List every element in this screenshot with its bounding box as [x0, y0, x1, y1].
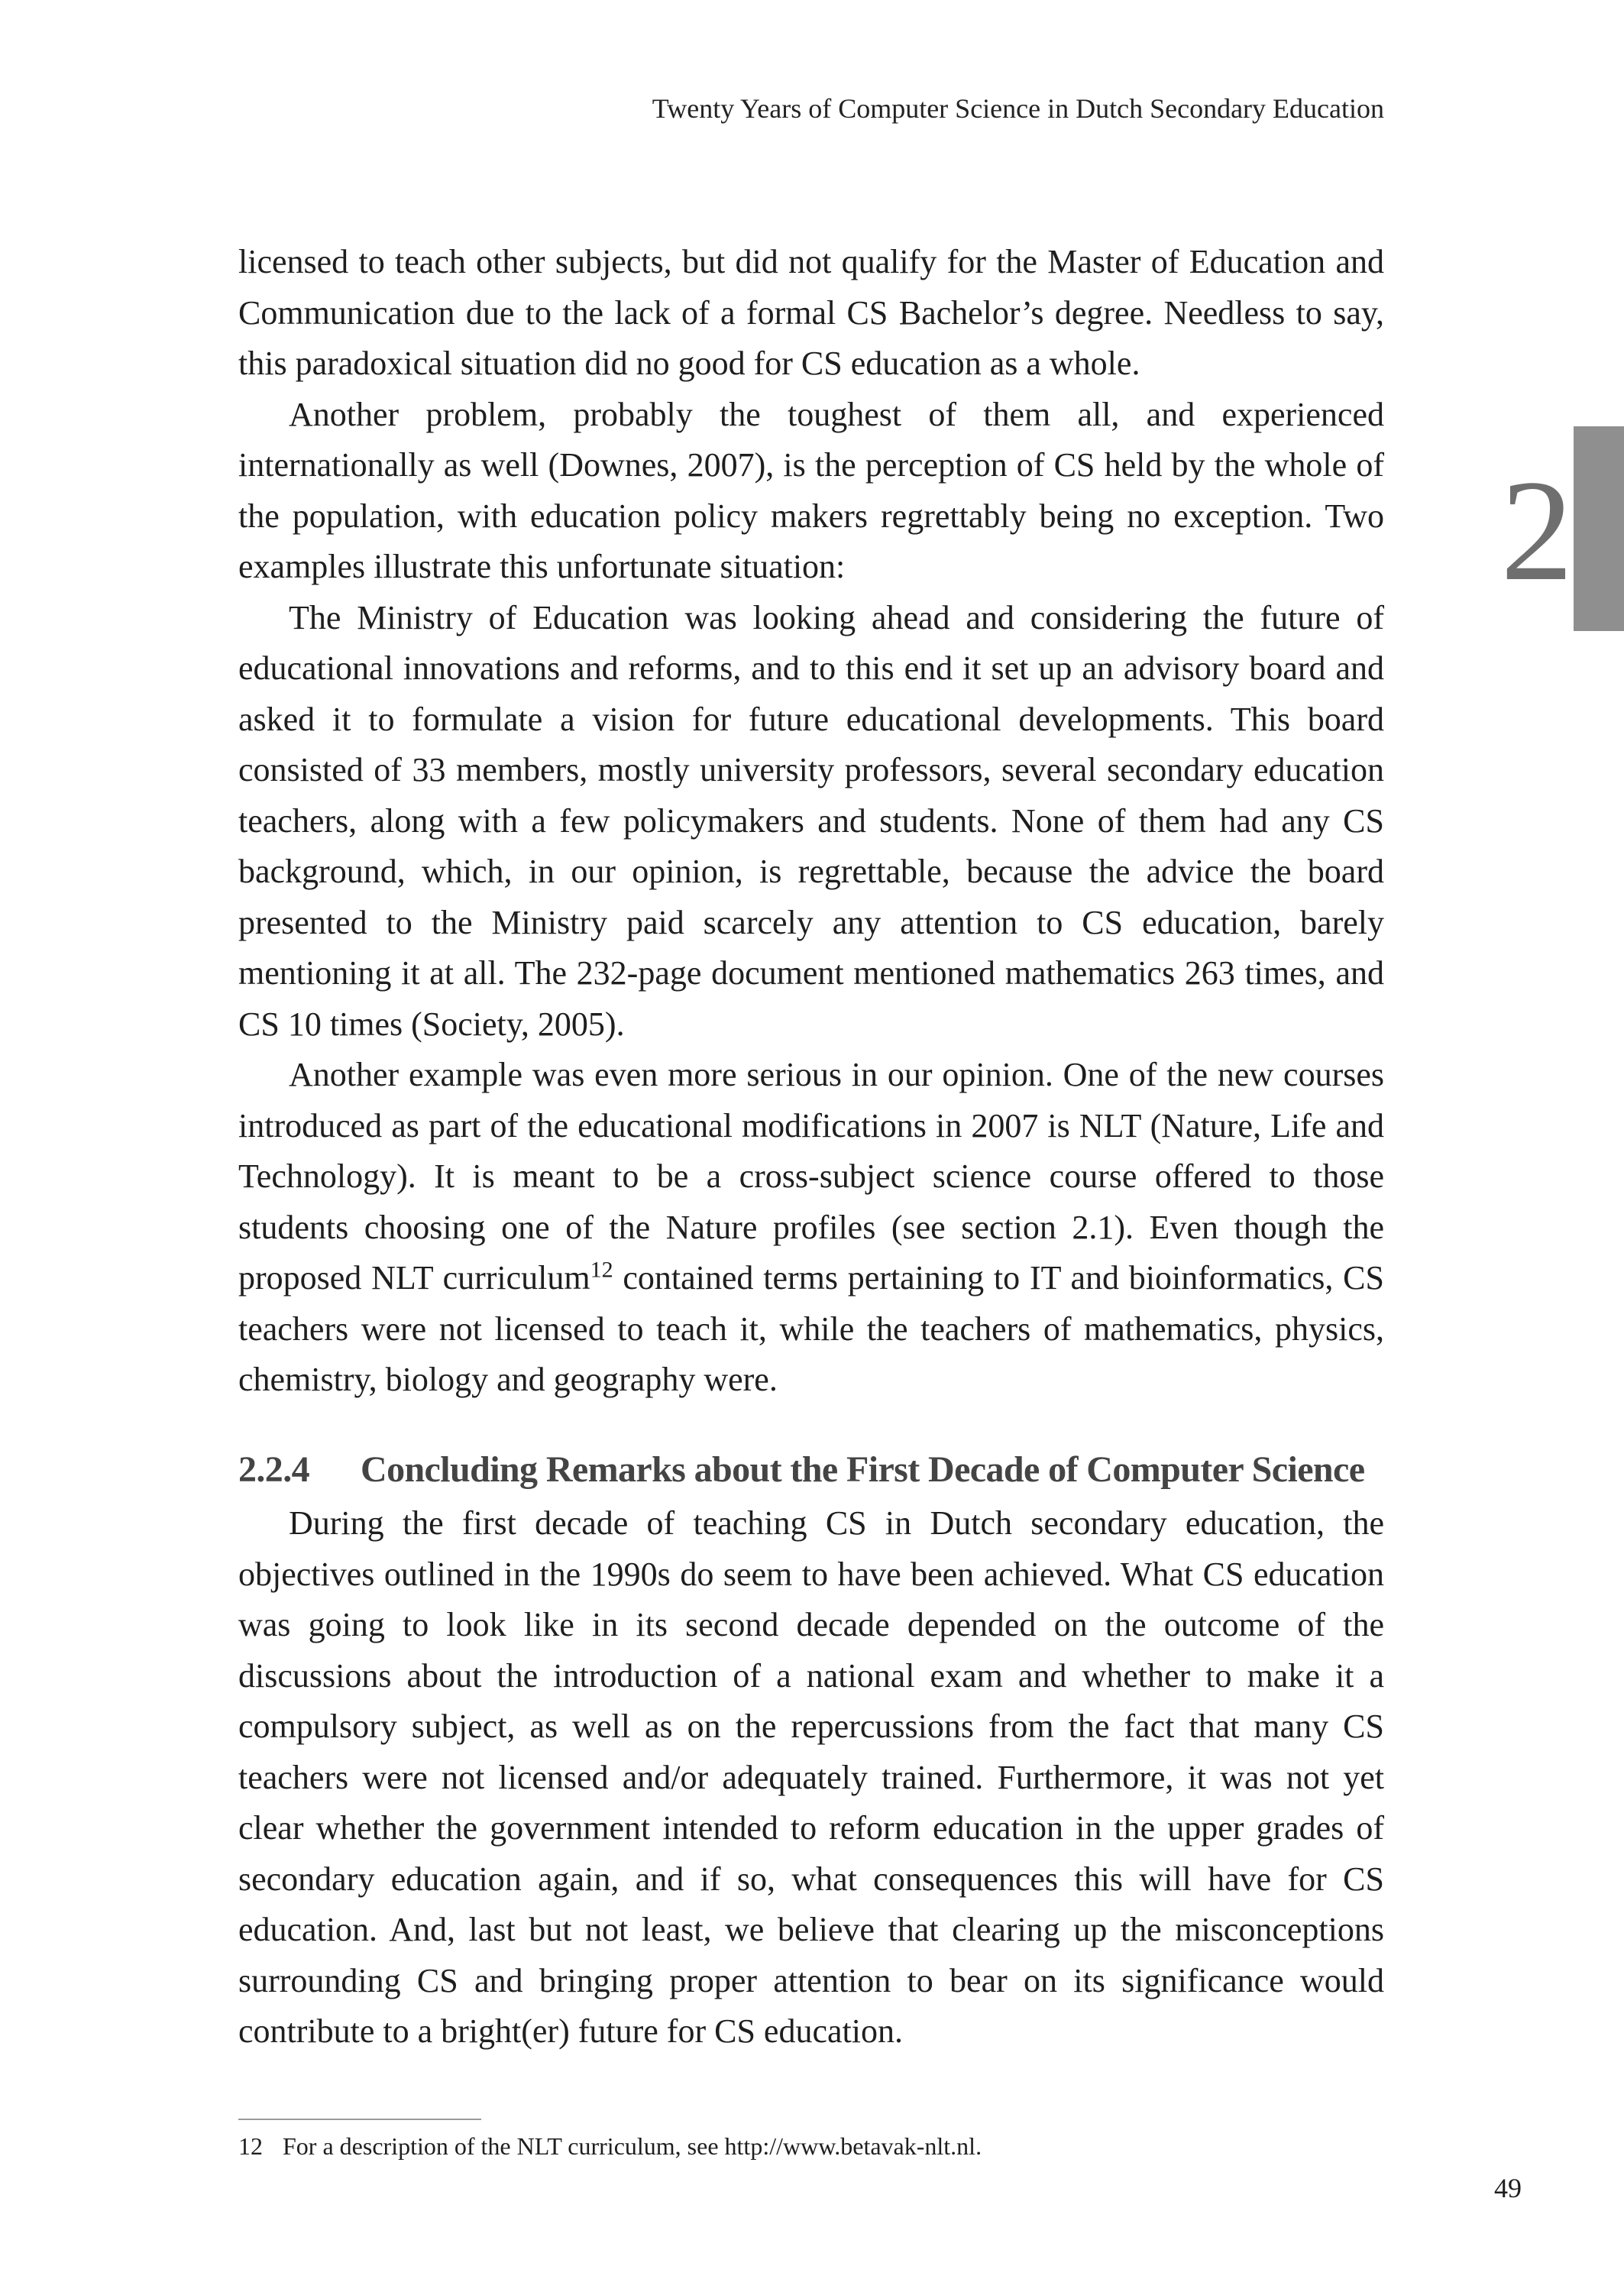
section-heading — [238, 1448, 1384, 1492]
paragraph-text: Another example was even more serious in our opinion. One of the new courses introduced as part of the educational modifications in 2007 is NLT (Nature, Life and Technology). It is meant to be a cross-subject science course offered to those students choosing one of the Nature profiles (see section 2.1). Even though the proposed NLT curriculum — [238, 1056, 1384, 1297]
footnote-text: For a description of the NLT curriculum, see http://www.betavak-nlt.nl. — [283, 2132, 982, 2160]
paragraph: licensed to teach other subjects, but did not qualify for the Master of Education and Communication due to the lack of a formal CS Bachelor’s degree. Needless to say, this paradoxical situation did no good for CS education as a whole. — [238, 243, 1384, 382]
footnote-number: 12 — [238, 2132, 263, 2160]
paragraph: Another problem, probably the toughest of them all, and experienced internationally as well (Downes, 2007), is the perception of CS held by the whole of the population, with education policy makers regrettably being no exception. Two examples illustrate this unfortunate situation: — [238, 395, 1384, 585]
paragraph: During the first decade of teaching CS in Dutch secondary education, the objectives outlined in the 1990s do seem to have been achieved. What CS education was going to look like in its second decade depended on the outcome of the discussions about the introduction of a national exam and whether to make it a compulsory subject, as well as on the repercussions from the fact that many CS teachers were not licensed and/or adequately trained. Furthermore, it was not yet clear whether the government intended to reform education in the upper grades of secondary education again, and if so, what consequences this will have for CS education. And, last but not least, we believe that clearing up the misconceptions surrounding CS and bringing proper attention to bear on its significance would contribute to a bright(er) future for CS education. — [238, 1504, 1384, 2050]
chapter-number: 2 — [1500, 451, 1574, 611]
section-title: Concluding Remarks about the First Decade of Computer Science — [361, 1449, 1365, 1490]
page-number: 49 — [1494, 2173, 1522, 2203]
footnote-reference: 12 — [590, 1257, 613, 1283]
footnote-divider — [238, 2119, 481, 2120]
running-header: Twenty Years of Computer Science in Dutch Secondary Education — [652, 93, 1384, 124]
section-body — [238, 1498, 1384, 2057]
chapter-tab-marker — [1574, 426, 1624, 631]
body-text — [238, 237, 1384, 1406]
paragraph: The Ministry of Education was looking ahead and considering the future of educational innovations and reforms, and to this end it set up an advisory board and asked it to formulate a vision for future educational developments. This board consisted of 33 members, mostly university professors, several secondary education teachers, along with a few policymakers and students. None of them had any CS background, which, in our opinion, is regrettable, because the advice the board presented to the Ministry paid scarcely any attention to CS education, barely mentioning it at all. The 232-page document mentioned mathematics 263 times, and CS 10 times (Society, 2005). — [238, 598, 1384, 1043]
paragraph — [238, 1050, 1384, 1406]
footnote — [238, 2130, 1384, 2162]
paragraph-text: contained terms pertaining to IT and bioinformatics, CS teachers were not licensed to teach it, while the teachers of mathematics, physics, chemistry, biology and geography were. — [238, 1259, 1384, 1398]
section-number: 2.2.4 — [238, 1449, 310, 1490]
